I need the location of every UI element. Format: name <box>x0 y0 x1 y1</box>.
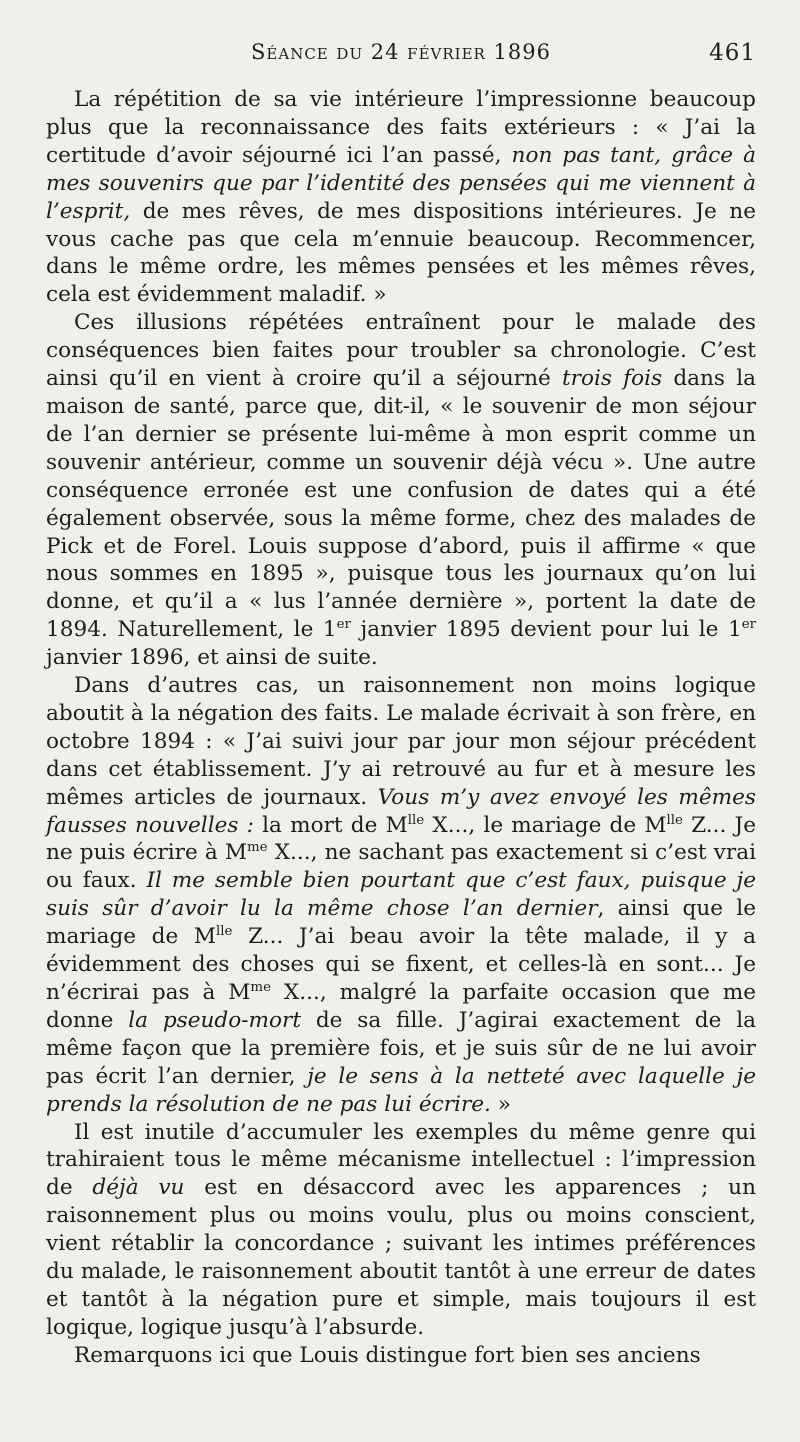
italic-text: trois fois <box>561 366 663 392</box>
paragraph <box>46 1119 756 1342</box>
text-run: Il est inutile d’accumuler les exemples du même genre qui trahiraient tous le même mécanisme intellectuel : l’impression de <box>46 1119 756 1201</box>
text-run: X..., malgré la parfaite occasion que me donne <box>46 980 756 1033</box>
running-title: Séance du 24 février 1896 <box>251 40 551 64</box>
text-run: de mes rêves, de mes dispositions intérieures. Je ne vous cache pas que cela m’ennuie beaucoup. Recommencer, dans le même ordre, les mêmes pensées et les mêmes rêves, cela est évidemment maladif. » <box>46 198 756 308</box>
paragraph <box>46 309 756 672</box>
text-run: Z... Je ne puis écrire à M <box>46 812 756 866</box>
text-run: dans la maison de santé, parce que, dit-il, « le souvenir de mon séjour de l’an dernier se présente lui-même à mon esprit comme un souvenir antérieur, comme un souvenir déjà vécu ». Une autre conséquence erronée est une confusion de dates qui a été également observée, sous la même forme, chez des malades de Pick et de Forel. Louis suppose d’abord, puis il affirme « que nous sommes en 1895 », puisque tous les journaux qu’on lui donne, et qu’il a « lus l’année dernière », portent la date de 1894. Naturellement, le 1 <box>46 366 756 643</box>
text-run: Z... J’ai beau avoir la tête malade, il y a évidemment des choses qui se fixent, et celles-là en sont... Je n’écrirai pas à M <box>46 924 756 1005</box>
italic-text: je le sens à la netteté avec laquelle je prends la résolution de ne pas lui écrire. <box>46 1063 756 1117</box>
paragraph <box>46 672 756 1119</box>
text-run: de sa fille. J’agirai exactement de la même façon que la première fois, et je suis sûr de ne lui avoir pas écrit l’an dernier, <box>46 1007 756 1089</box>
text-run: janvier 1896, et ainsi de suite. <box>46 645 378 671</box>
superscript: me <box>250 979 272 995</box>
text-run: , ainsi que le mariage de M <box>46 896 756 950</box>
paragraph <box>46 86 756 309</box>
text-run: X..., ne sachant pas exactement si c’est vrai ou faux. <box>46 840 756 894</box>
superscript: lle <box>666 812 683 828</box>
running-head <box>46 34 756 74</box>
italic-text: non pas tant, grâce à mes souvenirs que par l’identité des pensées qui me viennent à l’esprit, <box>46 142 756 224</box>
superscript: er <box>336 617 351 633</box>
text-run: X..., le mariage de M <box>424 812 667 838</box>
text-run: Dans d’autres cas, un raisonnement non moins logique aboutit à la négation des faits. Le malade écrivait à son frère, en octobre 1894 : « J’ai suivi jour par jour mon séjour précédent dans cet établissement. J’y ai retrouvé au fur et à mesure les mêmes articles de journaux. <box>46 673 756 810</box>
text-run: Remarquons ici que Louis distingue fort bien ses anciens <box>74 1342 701 1368</box>
italic-text: Vous m’y avez envoyé les mêmes fausses nouvelles : <box>46 784 756 838</box>
superscript: lle <box>216 924 233 940</box>
text-run: la mort de M <box>253 812 408 838</box>
page-number: 461 <box>709 40 756 66</box>
text-run: est en désaccord avec les apparences ; un raisonnement plus ou moins voulu, plus ou moins conscient, vient rétablir la concordance ; suivant les intimes préférences du malade, le raisonnement aboutit tantôt à une erreur de dates et tantôt à la négation pure et simple, mais toujours il est logique, logique jusqu’à l’absurde. <box>46 1175 756 1340</box>
text-run: janvier 1895 devient pour lui le 1 <box>350 617 742 643</box>
italic-text: la pseudo-mort <box>128 1007 302 1033</box>
text-run: La répétition de sa vie intérieure l’impressionne beaucoup plus que la reconnaissance des faits extérieurs : « J’ai la certitude d’avoir séjourné ici l’an passé, <box>46 87 756 168</box>
italic-text: déjà vu <box>92 1175 185 1201</box>
body-text <box>46 86 756 1370</box>
superscript: lle <box>407 812 425 828</box>
text-run: » <box>490 1091 511 1117</box>
paragraph <box>46 1342 756 1370</box>
superscript: er <box>741 617 756 633</box>
text-run: Ces illusions répétées entraînent pour le malade des conséquences bien faites pour troubler sa chronologie. C’est ainsi qu’il en vient à croire qu’il a séjourné <box>46 310 756 392</box>
italic-text: Il me semble bien pourtant que c’est faux, puisque je suis sûr d’avoir lu la même chose l’an dernier <box>46 868 756 922</box>
superscript: me <box>246 840 268 856</box>
